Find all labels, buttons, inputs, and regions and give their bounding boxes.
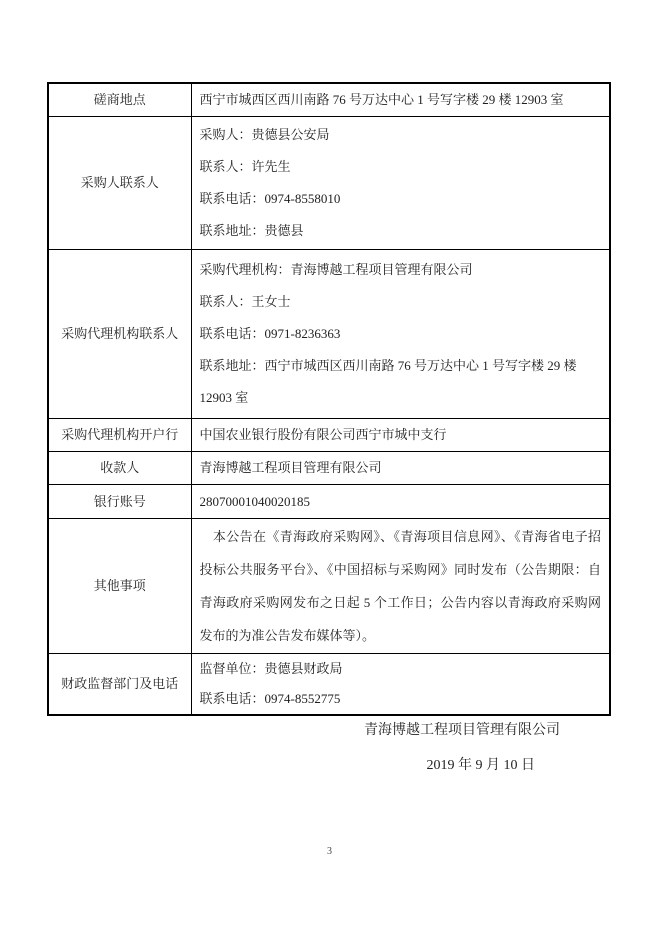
row-label: 采购代理机构联系人 — [48, 250, 191, 419]
row-value — [191, 452, 610, 485]
procurement-info-table — [47, 82, 611, 716]
procurement-table-body — [48, 83, 610, 715]
table-row — [48, 83, 610, 117]
row-value — [191, 419, 610, 452]
value-line: 西宁市城西区西川南路 76 号万达中心 1 号写字楼 29 楼 12903 室 — [199, 92, 564, 107]
row-value — [191, 485, 610, 519]
table-row — [48, 117, 610, 250]
value-line: 联系地址：西宁市城西区西川南路 76 号万达中心 1 号写字楼 29 楼 12903 室 — [199, 358, 577, 405]
table-row — [48, 419, 610, 452]
row-label: 磋商地点 — [48, 83, 191, 117]
value-line: 青海博越工程项目管理有限公司 — [199, 460, 382, 475]
value-line: 28070001040020185 — [199, 493, 310, 509]
row-label: 采购人联系人 — [48, 117, 191, 250]
value-line: 联系电话：0974-8552775 — [199, 691, 341, 706]
value-line: 中国农业银行股份有限公司西宁市城中支行 — [199, 427, 447, 442]
signature-date: 2019 年 9 月 10 日 — [426, 758, 535, 773]
value-line: 联系地址：贵德县 — [199, 223, 304, 238]
signature-company: 青海博越工程项目管理有限公司 — [364, 723, 560, 738]
row-label: 其他事项 — [48, 519, 191, 654]
table-row — [48, 452, 610, 485]
value-line: 联系电话：0974-8558010 — [199, 191, 341, 206]
row-value — [191, 250, 610, 419]
row-label: 财政监督部门及电话 — [48, 654, 191, 716]
row-value — [191, 83, 610, 117]
table-row — [48, 654, 610, 716]
table-row — [48, 250, 610, 419]
row-label: 采购代理机构开户行 — [48, 419, 191, 452]
table-row — [48, 485, 610, 519]
table-row — [48, 519, 610, 654]
value-line: 采购人：贵德县公安局 — [199, 127, 330, 142]
value-line: 联系人：许先生 — [199, 159, 291, 174]
page-number: 3 — [327, 846, 332, 857]
value-line: 本公告在《青海政府采购网》、《青海项目信息网》、《青海省电子招投标公共服务平台》、《中国招标与采购网》同时发布（公告期限：自青海政府采购网发布之日起 5 个工作日；公告内容以青海政府采购网发布的为准公告发布媒体等）。 — [199, 529, 601, 643]
row-label: 银行账号 — [48, 485, 191, 519]
value-line: 采购代理机构：青海博越工程项目管理有限公司 — [199, 262, 473, 277]
value-line: 监督单位：贵德县财政局 — [199, 661, 343, 676]
row-value — [191, 654, 610, 716]
value-line: 联系电话：0971-8236363 — [199, 326, 341, 341]
row-label: 收款人 — [48, 452, 191, 485]
row-value — [191, 519, 610, 654]
value-line: 联系人：王女士 — [199, 294, 291, 309]
row-value — [191, 117, 610, 250]
